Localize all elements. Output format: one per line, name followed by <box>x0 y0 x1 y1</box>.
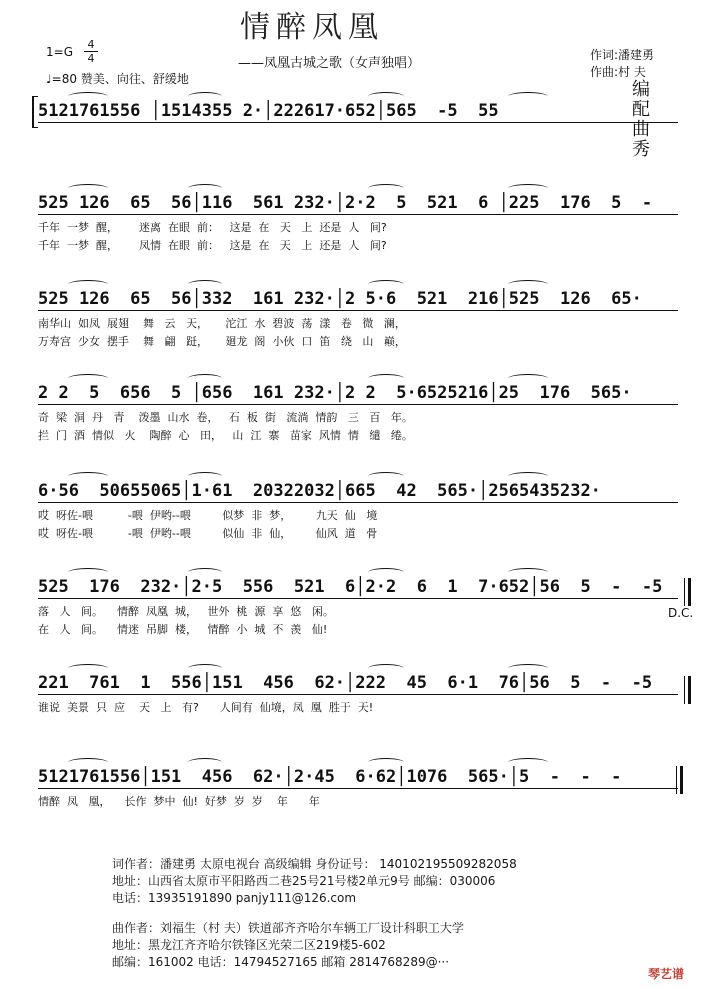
lyricist-credit: 作词:潘建勇 <box>590 48 655 62</box>
slur-mark <box>508 92 548 101</box>
credits <box>590 47 654 81</box>
footer-composer-contact: 邮编：161002 电话：14794527165 邮箱 2814768289@··· <box>112 955 450 969</box>
notes-line: 2 2 5 656 5 │656 161 232·│2 2 5·6525216│25 176 565· <box>38 383 632 403</box>
site-logo: 琴艺谱 <box>648 967 685 981</box>
slur-mark <box>68 664 108 673</box>
notes-line: 525 126 65 56│116 561 232·│2·2 5 521 6 │225 176 5 - <box>38 193 653 213</box>
notes-line: 5121761556│151 456 62·│2·45 6·62│1076 565·│5 - - - <box>38 767 622 787</box>
lyric-line: 奇 梁 洞 丹 青 泼墨 山水 卷， 石 板 街 流淌 情韵 三 百 年。 <box>38 411 413 424</box>
slur-mark <box>188 664 222 673</box>
score-row <box>38 100 683 122</box>
slur-mark <box>188 758 222 767</box>
slur-mark <box>188 472 222 481</box>
lyric-line: 千年 一梦 醒， 凤情 在眼 前： 这是 在 天 上 还是 人 间? <box>38 239 387 252</box>
score-row <box>38 480 683 542</box>
lyric-line: 万寿宫 少女 摆手 舞 翩 跹， 廻龙 阁 小伙 口 笛 绕 山 巅， <box>38 335 406 348</box>
notes-line: 221 761 1 556│151 456 62·│222 45 6·1 76│56 5 - -5 <box>38 673 653 693</box>
score-row <box>38 192 683 254</box>
key-signature: 1=G <box>46 45 73 59</box>
lyric-line: 南华山 如凤 展翅 舞 云 天， 沱江 水 碧波 荡 漾 卷 微 澜， <box>38 317 406 330</box>
footer-composer-address: 地址：黑龙江齐齐哈尔铁锋区光荣二区219楼5-602 <box>112 938 386 952</box>
footer-lyricist-id: 140102195509282058 <box>379 857 517 871</box>
lyric-line: 哎 呀佐-喂 -喂 伊哟--喂 似仙 非 仙， 仙风 道 骨 <box>38 527 378 540</box>
slur-mark <box>368 472 404 481</box>
footer-lyricist <box>112 856 517 907</box>
lyric-line: 情醉 凤 凰， 长作 梦中 仙! 好梦 岁 岁 年 年 <box>38 795 320 808</box>
slur-mark <box>68 758 108 767</box>
score-row <box>38 382 683 444</box>
slur-mark <box>508 758 548 767</box>
lyric-line: 落 人 间。 情醉 凤凰 城， 世外 桃 源 享 悠 闲。 <box>38 605 334 618</box>
lyric-line: 千年 一梦 醒， 迷离 在眼 前： 这是 在 天 上 还是 人 间? <box>38 221 387 234</box>
time-signature-bottom: 4 <box>84 51 98 65</box>
notes-line: 525 176 232·│2·5 556 521 6│2·2 6 1 7·652│56 5 - -5 <box>38 577 663 597</box>
beam-underline <box>38 310 678 311</box>
slur-mark <box>368 280 404 289</box>
slur-mark <box>368 374 404 383</box>
slur-mark <box>68 374 108 383</box>
slur-mark <box>508 664 548 673</box>
beam-underline <box>38 502 678 503</box>
beam-underline <box>38 788 678 789</box>
beam-underline <box>38 598 678 599</box>
slur-mark <box>508 374 548 383</box>
lyric-line: 在 人 间。 情迷 吊脚 楼， 情醉 小 城 不 羡 仙! <box>38 623 328 636</box>
score-row <box>38 576 683 638</box>
score-row <box>38 288 683 350</box>
slur-mark <box>188 280 222 289</box>
lyric-line: 谁说 美景 只 应 天 上 有? 人间有 仙境，凤 凰 胜于 天! <box>38 701 374 714</box>
double-barline <box>676 766 683 794</box>
time-signature-top: 4 <box>87 38 95 51</box>
slur-mark <box>68 184 108 193</box>
double-barline <box>684 676 691 704</box>
slur-mark <box>68 472 108 481</box>
slur-mark <box>188 184 222 193</box>
tempo-value: ♩=80 <box>46 72 77 86</box>
beam-underline <box>38 214 678 215</box>
slur-mark <box>368 664 404 673</box>
slur-mark <box>68 280 108 289</box>
slur-mark <box>368 92 404 101</box>
score-row <box>38 672 683 716</box>
beam-underline <box>38 404 678 405</box>
lyric-line: 哎 呀佐-喂 -喂 伊哟--喂 似梦 非 梦， 九天 仙 境 <box>38 509 378 522</box>
beam-underline <box>38 694 678 695</box>
slur-mark <box>368 758 404 767</box>
slur-mark <box>188 374 222 383</box>
seal-stamp: 编 配 曲 秀 <box>632 79 650 160</box>
slur-mark <box>188 92 222 101</box>
score-row <box>38 766 683 810</box>
slur-mark <box>68 92 108 101</box>
footer-composer <box>112 920 464 971</box>
slur-mark <box>368 568 404 577</box>
slur-mark <box>508 472 548 481</box>
dc-mark: D.C. <box>668 606 694 620</box>
slur-mark <box>188 568 222 577</box>
footer-lyricist-address: 地址：山西省太原市平阳路西二巷25号21号楼2单元9号 邮编：030006 <box>112 874 496 888</box>
slur-mark <box>368 184 404 193</box>
lyric-line: 拦 门 酒 情似 火 陶醉 心 田， 山 江 寨 苗家 风情 情 缱 绻。 <box>38 429 413 442</box>
song-title: 情醉凤凰 <box>240 10 384 45</box>
footer-lyricist-name: 词作者：潘建勇 太原电视台 高级编辑 身份证号： <box>112 857 376 871</box>
tempo-mark: 赞美、向往、舒缓地 <box>80 72 189 86</box>
notes-line: 5121761556 │1514355 2·│222617·652│565 -5 55 <box>38 101 499 121</box>
slur-mark <box>508 280 548 289</box>
slur-mark <box>508 184 548 193</box>
footer-composer-line: 曲作者：刘福生（村 夫）铁道部齐齐哈尔车辆工厂设计科职工大学 <box>112 921 464 935</box>
time-signature <box>84 38 98 65</box>
footer-lyricist-contact: 电话：13935191890 panjy111@126.com <box>112 891 357 905</box>
slur-mark <box>68 568 108 577</box>
notes-line: 525 126 65 56│332 161 232·│2 5·6 521 216│525 126 65· <box>38 289 642 309</box>
double-barline <box>684 578 691 606</box>
footer-lyricist-line <box>112 856 517 873</box>
tempo <box>46 70 189 87</box>
slur-mark <box>508 568 548 577</box>
song-subtitle: ——凤凰古城之歌（女声独唱） <box>238 56 421 71</box>
beam-underline <box>38 122 678 123</box>
composer-credit: 作曲:村 夫 <box>590 65 646 79</box>
notes-line: 6·56 50655065│1·61 20322032│665 42 565·│2565435232· <box>38 481 601 501</box>
repeat-bracket <box>32 96 38 128</box>
